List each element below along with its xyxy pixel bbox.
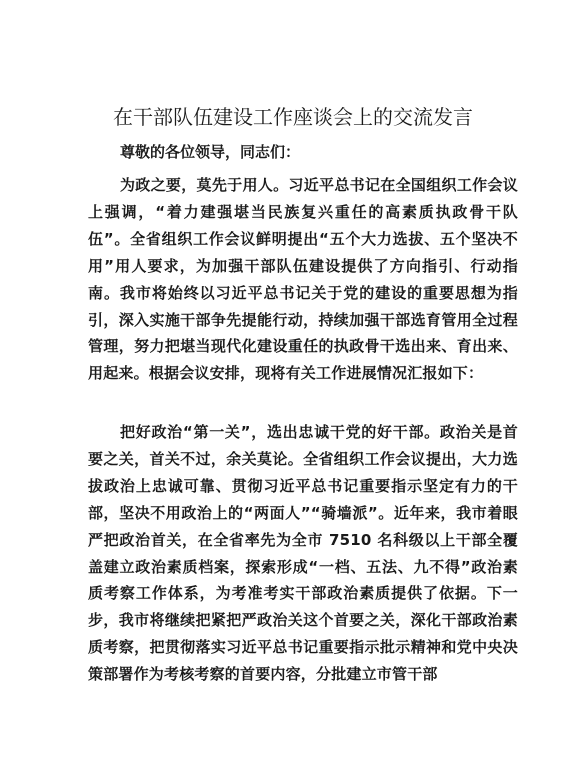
document-title: 在干部队伍建设工作座谈会上的交流发言 bbox=[113, 105, 473, 129]
paragraph-2: 把好政治“第一关”，选出忠诚干党的好干部。政治关是首要之关，首关不过，余关莫论。全省组织工作会议提出，大力选拔政治上忠诚可靠、贯彻习近平总书记重要指示坚定有力的干部，坚决不用政治上的“两面人”“骑墙派”。近年来，我市着眼严把政治首关，在全省率先为全市 7510 名科级以上干部全覆盖建立政治素质档案，探索形成“一档、五法、九不得”政治素质考察工作体系，为考准考实干部政治素质提供了依据。下一步，我市将继续把紧把严政治关这个首要之关，深化干部政治素质考察，把贯彻落实习近平总书记重要指示批示精神和党中央决策部署作为考核考察的首要内容，分批建立市管干部 bbox=[88, 423, 518, 684]
paragraph-1: 为政之要，莫先于用人。习近平总书记在全国组织工作会议上强调，“着力建强堪当民族复兴重任的高素质执政骨干队伍”。全省组织工作会议鲜明提出“五个大力选拔、五个坚决不用”用人要求，为加强干部队伍建设提供了方向指引、行动指南。我市将始终以习近平总书记关于党的建设的重要思想为指引，深入实施干部争先提能行动，持续加强干部选育管用全过程管理，努力把堪当现代化建设重任的执政骨干选出来、育出来、用起来。根据会议安排，现将有关工作进展情况汇报如下： bbox=[88, 176, 518, 383]
salutation: 尊敬的各位领导，同志们： bbox=[120, 143, 301, 161]
